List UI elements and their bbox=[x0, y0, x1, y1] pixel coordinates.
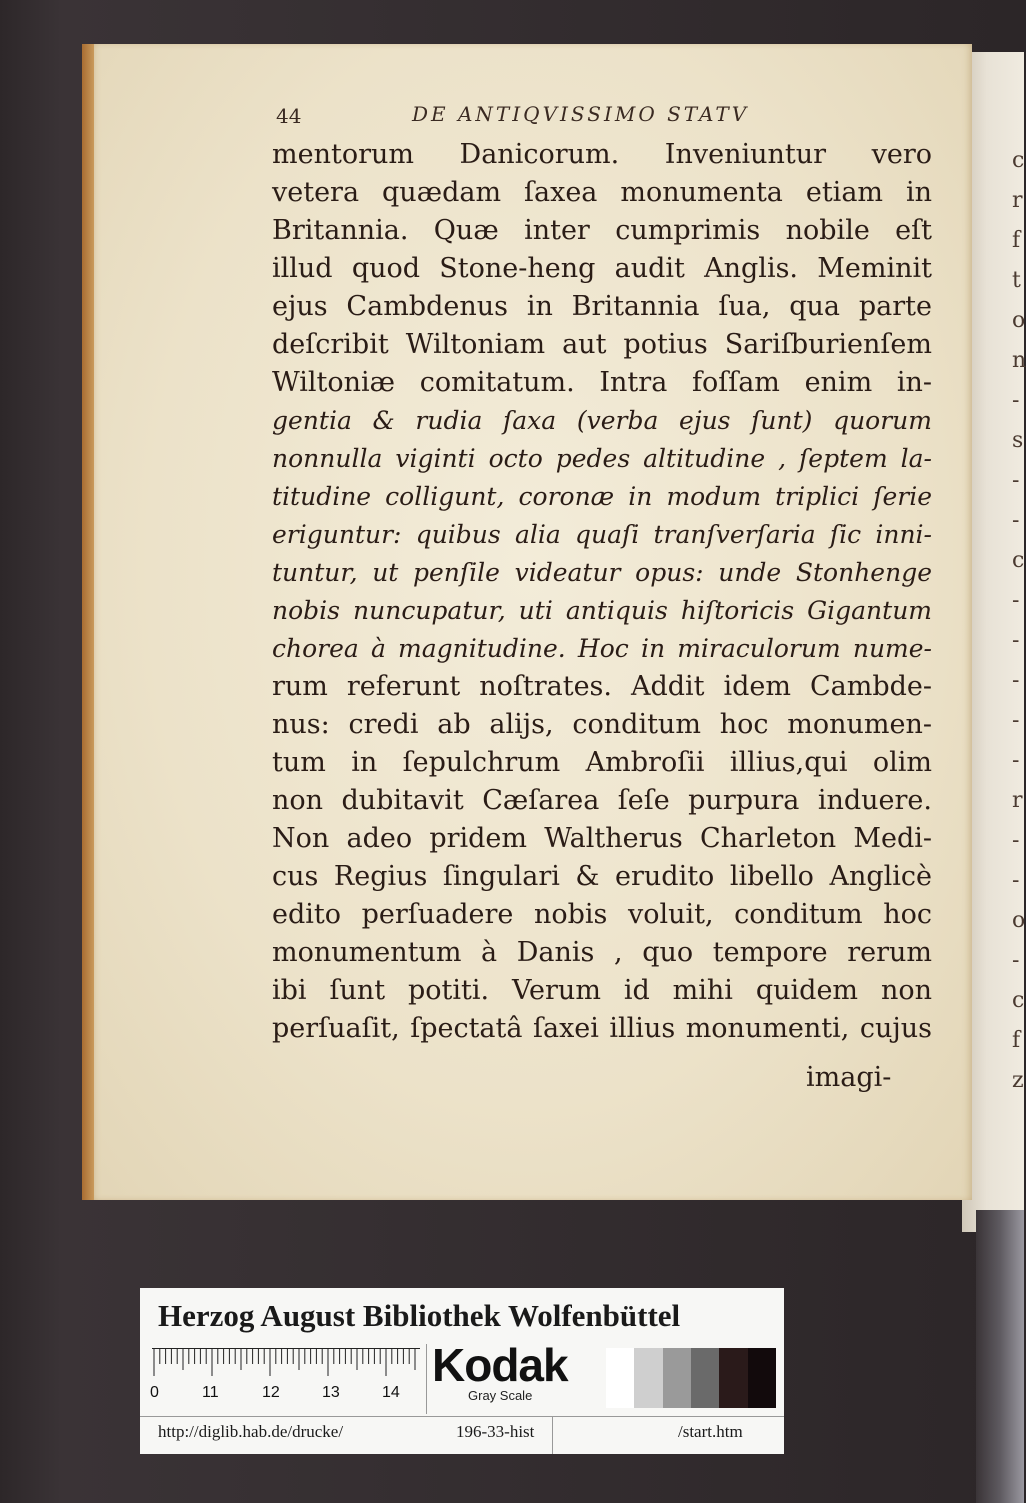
text-line: eriguntur: quibus alia quaſi tranſverſaria ſic inni- bbox=[272, 520, 932, 549]
text-line: tuntur, ut penſile videatur opus: unde Stonhenge bbox=[272, 558, 932, 587]
facing-page-glyph: r bbox=[1012, 188, 1023, 213]
text-line: nus: credi ab alijs, conditum hoc monumen- bbox=[272, 709, 932, 740]
page-gutter-edge bbox=[82, 44, 94, 1200]
facing-page-glyph: n bbox=[1012, 348, 1026, 373]
kodak-logo: Kodak bbox=[432, 1339, 568, 1391]
facing-page-glyph: t bbox=[1012, 268, 1021, 293]
strip-divider bbox=[426, 1344, 427, 1414]
text-line: ibi ſunt potiti. Verum id mihi quidem non bbox=[272, 975, 932, 1006]
text-line: vetera quædam ſaxea monumenta etiam in bbox=[272, 177, 932, 208]
ruler-scale bbox=[152, 1348, 420, 1378]
facing-page-glyph: - bbox=[1012, 708, 1020, 733]
text-line: tum in ſepulchrum Ambroſii illius,qui olim bbox=[272, 747, 932, 778]
running-head bbox=[276, 100, 836, 136]
facing-page-glyph: c bbox=[1012, 988, 1025, 1013]
gray-patch bbox=[634, 1348, 662, 1408]
page-number: 44 bbox=[276, 104, 302, 128]
facing-page-glyph: - bbox=[1012, 508, 1020, 533]
facing-page-glyph: f bbox=[1012, 1028, 1021, 1053]
text-line: monumentum à Danis , quo tempore rerum bbox=[272, 937, 932, 968]
facing-page-glyph: f bbox=[1012, 228, 1021, 253]
text-line: deſcribit Wiltoniam aut potius Sariſburienſem bbox=[272, 329, 932, 360]
facing-page-glyph: - bbox=[1012, 828, 1020, 853]
text-line: mentorum Danicorum. Inveniuntur vero bbox=[272, 139, 932, 170]
text-line: titudine colligunt, coronæ in modum triplici ſerie bbox=[272, 482, 932, 511]
running-title: DE ANTIQVISSIMO STATV bbox=[412, 102, 750, 126]
text-line: nonnulla viginti octo pedes altitudine , ſeptem la- bbox=[272, 444, 932, 473]
book-edge bbox=[976, 1210, 1024, 1503]
text-line: non dubitavit Cæſarea ſeſe purpura induere. bbox=[272, 785, 932, 816]
facing-page-glyph: - bbox=[1012, 588, 1020, 613]
facing-page-glyph: - bbox=[1012, 628, 1020, 653]
facing-page-glyph: - bbox=[1012, 748, 1020, 773]
ruler-number: 12 bbox=[262, 1384, 280, 1401]
facing-page-glyph: r bbox=[1012, 788, 1023, 813]
gray-patch bbox=[748, 1348, 776, 1408]
facing-page-glyph: s bbox=[1012, 428, 1024, 453]
gray-patch bbox=[691, 1348, 719, 1408]
strip-divider bbox=[552, 1416, 553, 1454]
text-line: perſuaſit, ſpectatâ ſaxei illius monumenti, cujus bbox=[272, 1013, 932, 1044]
text-line: ejus Cambdenus in Britannia ſua, qua parte bbox=[272, 291, 932, 322]
gray-scale-patches bbox=[606, 1348, 776, 1408]
start-page-url: /start.htm bbox=[678, 1422, 743, 1441]
gray-scale-label: Gray Scale bbox=[468, 1388, 533, 1403]
facing-page-glyph: - bbox=[1012, 668, 1020, 693]
text-line: chorea à magnitudine. Hoc in miraculorum nume- bbox=[272, 634, 932, 663]
shelfmark: 196-33-hist bbox=[456, 1422, 535, 1441]
gray-patch bbox=[719, 1348, 747, 1408]
facing-page-glyph: - bbox=[1012, 868, 1020, 893]
strip-divider bbox=[140, 1416, 784, 1417]
text-line: Wiltoniæ comitatum. Intra foſſam enim in- bbox=[272, 367, 932, 398]
facing-page-glyph: c bbox=[1012, 148, 1025, 173]
text-line: cus Regius ſingulari & erudito libello Anglicè bbox=[272, 861, 932, 892]
gray-patch bbox=[606, 1348, 634, 1408]
facing-page-glyph: o bbox=[1012, 308, 1026, 333]
ruler-number: 13 bbox=[322, 1384, 340, 1401]
text-line: rum referunt noſtrates. Addit idem Cambde- bbox=[272, 671, 932, 702]
facing-page-glyph: c bbox=[1012, 548, 1025, 573]
text-line: illud quod Stone-heng audit Anglis. Meminit bbox=[272, 253, 932, 284]
digital-library-url: http://diglib.hab.de/drucke/ bbox=[158, 1422, 344, 1441]
catchword: imagi- bbox=[806, 1062, 892, 1093]
text-line: edito perſuadere nobis voluit, conditum hoc bbox=[272, 899, 932, 930]
text-line: Non adeo pridem Waltherus Charleton Medi- bbox=[272, 823, 932, 854]
library-name: Herzog August Bibliothek Wolfenbüttel bbox=[158, 1298, 681, 1333]
ruler-number: 14 bbox=[382, 1384, 400, 1401]
facing-page-glyph: - bbox=[1012, 468, 1020, 493]
text-line: nobis nuncupatur, uti antiquis hiſtoricis Gigantum bbox=[272, 596, 932, 625]
text-line: Britannia. Quæ inter cumprimis nobile eſt bbox=[272, 215, 932, 246]
facing-page-glyph: - bbox=[1012, 948, 1020, 973]
ruler-number: 0 bbox=[150, 1384, 159, 1401]
ruler-numbers bbox=[150, 1384, 420, 1406]
facing-page-glyph: - bbox=[1012, 388, 1020, 413]
facing-page-glyph: o bbox=[1012, 908, 1026, 933]
facing-page-glyph: z bbox=[1012, 1068, 1024, 1093]
text-line: gentia & rudia ſaxa (verba ejus ſunt) quorum bbox=[272, 406, 932, 435]
archive-color-strip bbox=[140, 1288, 784, 1454]
gray-patch bbox=[663, 1348, 691, 1408]
ruler-number: 11 bbox=[202, 1384, 219, 1401]
